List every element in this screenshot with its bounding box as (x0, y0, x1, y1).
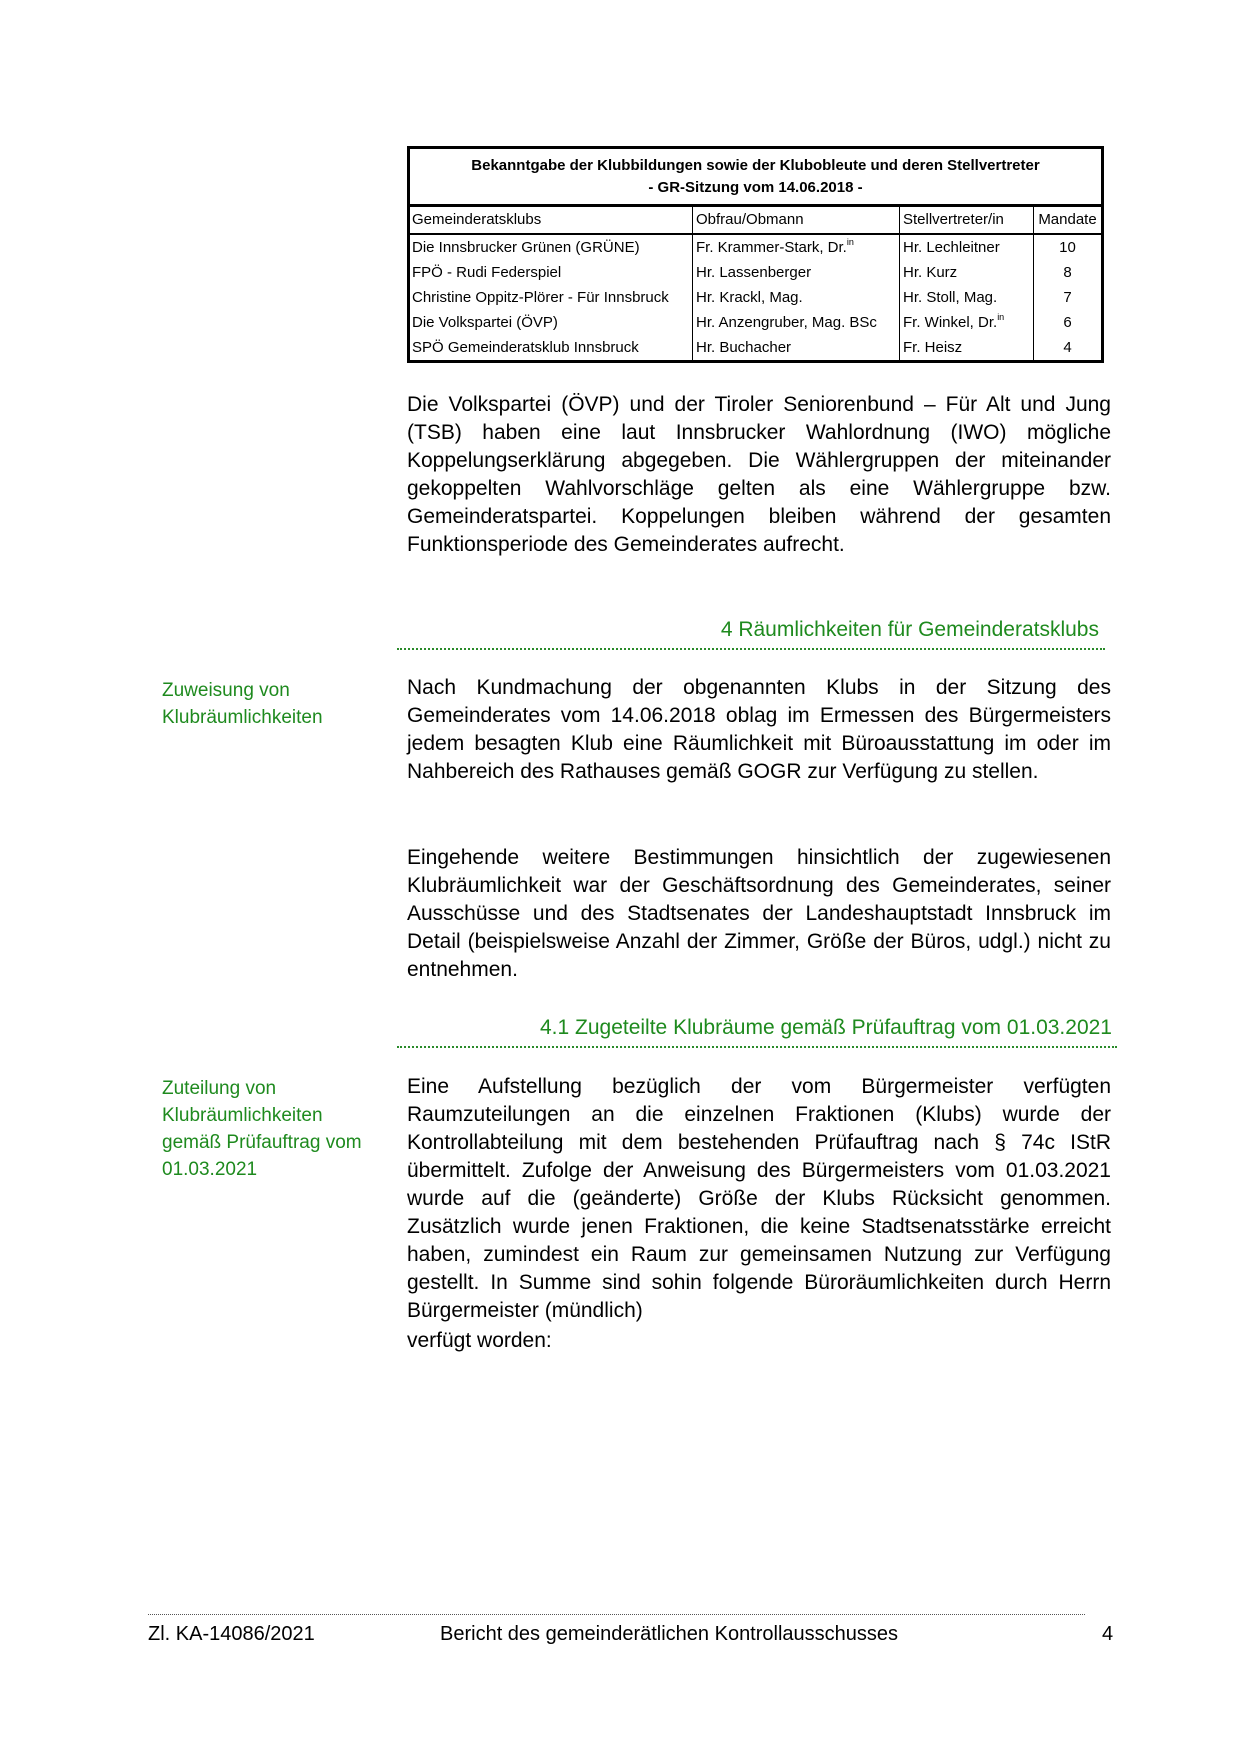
cell-mandate: 7 (1063, 289, 1072, 306)
paragraph-zuweisung: Nach Kundmachung der obgenannten Klubs in der Sitzung des Gemeinderates vom 14.06.2018 oblag im Ermessen des Bürgermeisters jedem besagten Klub eine Räumlichkeit mit Büroausstattung im oder im Nahbereich des Rathauses gemäß GOGR zur Verfügung zu stellen. (407, 676, 1111, 783)
cell-klub: SPÖ Gemeinderatsklub Innsbruck (410, 335, 693, 360)
paragraph-koppelung: Die Volkspartei (ÖVP) und der Tiroler Seniorenbund – Für Alt und Jung (TSB) haben eine laut Innsbrucker Wahlordnung (IWO) mögliche Koppelungserklärung abgegeben. Die Wählergruppen der miteinander gekoppelten Wahlvorschläge gelten als eine Wählergruppe bzw. Gemeinderatspartei. Koppelungen bleiben während der gesamten Funktionsperiode des Gemeinderates aufrecht. (407, 393, 1111, 556)
cell-obmann: Fr. Krammer-Stark, Dr.$^{in}$ (693, 235, 900, 260)
header-obmann: Obfrau/Obmann (693, 207, 900, 233)
table-row (410, 285, 1101, 310)
header-mandate: Mandate (1038, 211, 1097, 228)
page-number: 4 (1102, 1623, 1114, 1645)
table-row (410, 235, 1101, 260)
paragraph-aufstellung-end: verfügt worden: (407, 1329, 552, 1352)
table-row (410, 335, 1101, 360)
table-title (410, 149, 1101, 207)
side-note-line: Klubräumlichkeiten (162, 1105, 323, 1126)
header-gemeinderatsklubs: Gemeinderatsklubs (410, 207, 693, 233)
table-row (410, 310, 1101, 335)
side-note-line: 01.03.2021 (162, 1159, 258, 1180)
cell-mandate: 4 (1063, 339, 1072, 356)
cell-klub: FPÖ - Rudi Federspiel (410, 260, 693, 285)
klub-table (407, 146, 1104, 363)
cell-mandate: 6 (1063, 314, 1072, 331)
footer-title: Bericht des gemeinderätlichen Kontrollausschusses (440, 1623, 899, 1645)
paragraph-aufstellung: Eine Aufstellung bezüglich der vom Bürgermeister verfügten Raumzuteilungen an die einzelnen Fraktionen (Klubs) wurde der Kontrollabteilung mit dem bestehenden Prüfauftrag nach § 74c IStR übermittelt. Zufolge der Anweisung des Bürgermeisters vom 01.03.2021 wurde auf die (geänderte) Größe der Klubs Rücksicht genommen. Zusätzlich wurde jenen Fraktionen, die keine Stadtsenatsstärke erreicht haben, zumindest ein Raum zur gemeinsamen Nutzung zur Verfügung gestellt. In Summe sind sohin folgende Büroräumlichkeiten durch Herrn Bürgermeister (mündlich) (407, 1075, 1111, 1322)
cell-obmann: Hr. Anzengruber, Mag. BSc (693, 310, 900, 335)
cell-stv: Hr. Stoll, Mag. (900, 285, 1034, 310)
paragraph-bestimmungen: Eingehende weitere Bestimmungen hinsichtlich der zugewiesenen Klubräumlichkeit war der Geschäftsordnung des Gemeinderates, seiner Ausschüsse und des Stadtsenates der Landeshauptstadt Innsbruck im Detail (beispielsweise Anzahl der Zimmer, Größe der Büros, udgl.) nicht zu entnehmen. (407, 846, 1111, 981)
header-stellvertreter: Stellvertreter/in (900, 207, 1034, 233)
side-note-zuweisung (162, 677, 387, 731)
side-note-line: Zuteilung von (162, 1078, 277, 1099)
cell-obmann: Hr. Krackl, Mag. (693, 285, 900, 310)
table-row (410, 260, 1101, 285)
cell-obmann: Hr. Lassenberger (693, 260, 900, 285)
cell-stv: Hr. Kurz (900, 260, 1034, 285)
footer-divider (148, 1614, 1085, 1615)
section-heading-4-1: 4.1 Zugeteilte Klubräume gemäß Prüfauftrag vom 01.03.2021 (539, 1016, 1112, 1039)
cell-klub: Die Innsbrucker Grünen (GRÜNE) (410, 235, 693, 260)
cell-klub: Christine Oppitz-Plörer - Für Innsbruck (410, 285, 693, 310)
section-heading-4: 4 Räumlichkeiten für Gemeinderatsklubs (720, 618, 1099, 641)
table-title-line1: Bekanntgabe der Klubbildungen sowie der Klubobleute und deren Stellvertreter (471, 157, 1040, 174)
cell-stv: Fr. Winkel, Dr.$^{in}$ (900, 310, 1034, 335)
cell-klub: Die Volkspartei (ÖVP) (410, 310, 693, 335)
cell-stv: Hr. Lechleitner (900, 235, 1034, 260)
heading-divider (397, 1046, 1117, 1048)
side-note-line: Zuweisung von (162, 680, 290, 701)
side-note-zuteilung (162, 1075, 387, 1183)
side-note-line: gemäß Prüfauftrag vom (162, 1132, 362, 1153)
table-header-row (410, 207, 1101, 235)
footer-reference: Zl. KA-14086/2021 (148, 1623, 315, 1645)
side-note-line: Klubräumlichkeiten (162, 707, 323, 728)
cell-mandate: 10 (1059, 239, 1076, 256)
cell-stv: Fr. Heisz (900, 335, 1034, 360)
table-title-line2: - GR-Sitzung vom 14.06.2018 - (648, 179, 863, 196)
cell-mandate: 8 (1063, 264, 1072, 281)
heading-divider (397, 648, 1105, 650)
cell-obmann: Hr. Buchacher (693, 335, 900, 360)
